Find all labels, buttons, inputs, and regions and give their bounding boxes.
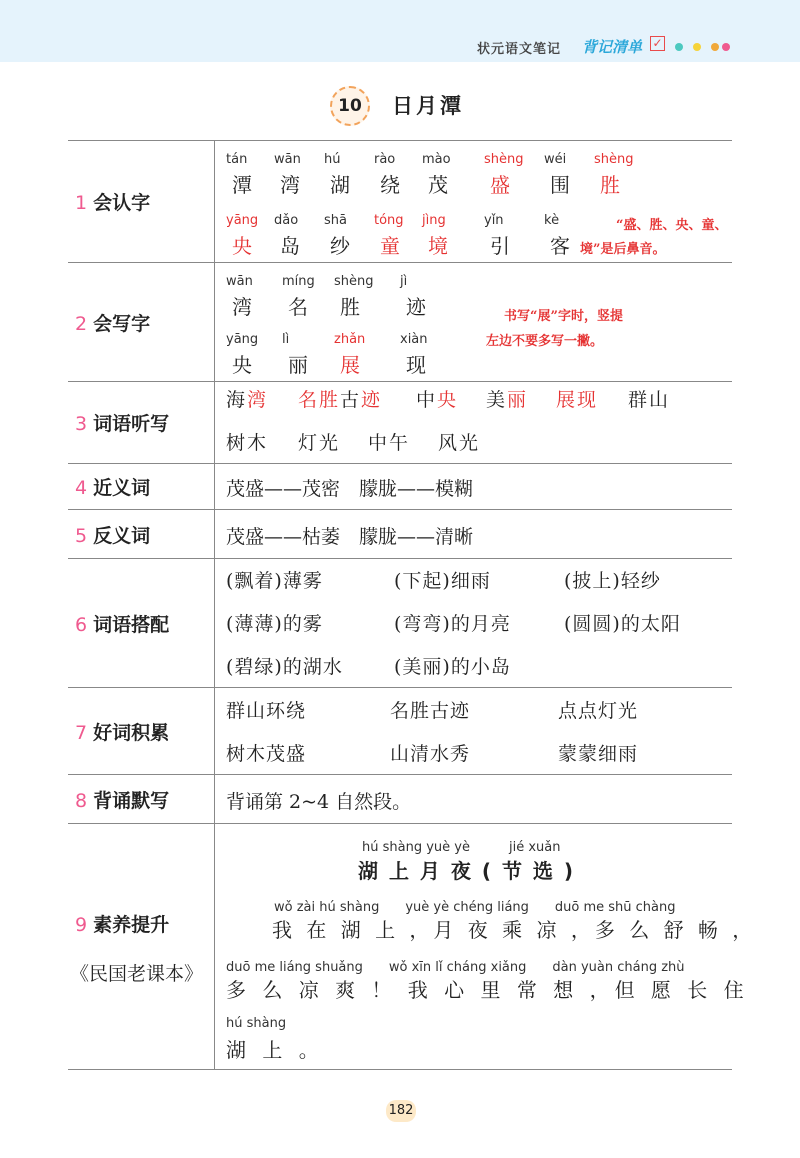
- page-header: [0, 0, 800, 62]
- pinyin: lì: [282, 332, 290, 347]
- character: 胜: [600, 173, 620, 197]
- pinyin: shèng: [594, 152, 634, 167]
- section-name: 背记清单: [582, 38, 643, 56]
- phrase-item: (弯弯)的月亮: [394, 613, 511, 635]
- dot-icon: [711, 43, 719, 51]
- row-number: 9: [75, 914, 88, 936]
- character: 茂: [428, 173, 448, 197]
- pinyin: duō me liáng shuǎng wǒ xīn lǐ cháng xiǎng dàn yuàn cháng zhù: [226, 960, 685, 975]
- character: 央: [232, 234, 252, 258]
- dot-icon: [675, 43, 683, 51]
- pinyin: mào: [422, 152, 451, 167]
- character: 现: [406, 353, 426, 377]
- character: 绕: [380, 173, 400, 197]
- word-item: 中午: [368, 432, 411, 454]
- pinyin: shèng: [334, 274, 374, 289]
- note-text: 左边不要多写一撇。: [486, 334, 604, 349]
- row-label: 7 好词积累: [75, 721, 170, 744]
- phrase-item: (飘着)薄雾: [226, 570, 323, 592]
- character: 纱: [330, 234, 350, 258]
- check-icon: ✓: [650, 36, 665, 51]
- pinyin: wān: [226, 274, 253, 289]
- word-item: [486, 385, 528, 412]
- table-row: [68, 464, 732, 510]
- pinyin: yāng: [226, 332, 259, 347]
- phrase-item: (碧绿)的湖水: [226, 656, 343, 678]
- row-number: 3: [75, 413, 88, 435]
- character: 围: [550, 173, 570, 197]
- row-number: 5: [75, 524, 88, 547]
- dot-icon: [693, 43, 701, 51]
- table-row: [68, 688, 732, 775]
- table-row: [68, 141, 732, 263]
- word-part: 海: [226, 389, 248, 411]
- table-row: [68, 382, 732, 464]
- word-item: [226, 385, 268, 412]
- phrase-item: (圆圆)的太阳: [564, 613, 681, 635]
- word-item: 树木: [226, 432, 269, 454]
- word-part: 古: [340, 389, 362, 411]
- row-label: 9 素养提升: [75, 914, 170, 936]
- pinyin: zhǎn: [334, 332, 366, 347]
- character: 童: [380, 234, 400, 258]
- lesson-number: 10: [330, 86, 370, 126]
- word-item: [298, 385, 382, 412]
- phrase-item: 点点灯光: [558, 700, 639, 722]
- word-part: 丽: [507, 389, 529, 411]
- pinyin: wéi: [544, 152, 567, 167]
- pinyin: dǎo: [274, 213, 299, 228]
- pinyin: wǒ zài hú shàng yuè yè chéng liáng duō me shū chàng: [274, 900, 676, 915]
- character: 迹: [406, 295, 426, 319]
- word-item: 灯光: [298, 432, 341, 454]
- phrase-item: 名胜古迹: [390, 700, 471, 722]
- row-label: 3 词语听写: [75, 413, 170, 435]
- dot-icon: [722, 43, 730, 51]
- pinyin: shèng: [484, 152, 524, 167]
- note-text: “盛、胜、央、童、: [616, 218, 728, 233]
- row-label: 4 近义词: [75, 477, 151, 499]
- lesson-title: 日月潭: [392, 94, 464, 118]
- row-number: 2: [75, 312, 88, 335]
- phrase-item: (薄薄)的雾: [226, 613, 323, 635]
- pinyin: kè: [544, 213, 560, 228]
- row-text: 茂盛——茂密 朦胧——模糊: [226, 478, 474, 500]
- pinyin: yǐn: [484, 213, 504, 228]
- word-part: 央: [437, 389, 459, 411]
- word-item: [556, 385, 598, 412]
- word-part: 中: [416, 389, 438, 411]
- pinyin: jìng: [422, 213, 446, 228]
- pinyin: jì: [400, 274, 408, 289]
- row-number: 8: [75, 789, 88, 812]
- phrase-item: 树木茂盛: [226, 743, 307, 765]
- phrase-item: 山清水秀: [390, 743, 471, 765]
- poem-line: 湖 上 。: [226, 1038, 324, 1062]
- word-part: 美: [486, 389, 508, 411]
- word-part: 迹: [361, 389, 383, 411]
- character: 央: [232, 353, 252, 377]
- table-row: [68, 824, 757, 1070]
- pinyin: hú shàng: [226, 1016, 287, 1031]
- pinyin: wān: [274, 152, 301, 167]
- pinyin: hú shàng yuè yè jié xuǎn: [362, 840, 561, 855]
- character: 胜: [340, 295, 360, 319]
- row-number: 6: [75, 613, 88, 636]
- character: 湖: [330, 173, 350, 197]
- pinyin: míng: [282, 274, 315, 289]
- row-label: 2 会写字: [75, 312, 151, 335]
- table-row: [68, 559, 732, 688]
- character: 引: [490, 234, 510, 258]
- pinyin: shā: [324, 213, 347, 228]
- row-number: 4: [75, 477, 88, 499]
- table-row: [68, 263, 732, 382]
- note-text: 书写“展”字时，竖提: [504, 309, 623, 324]
- character: 潭: [232, 173, 252, 197]
- row-label: 6 词语搭配: [75, 613, 170, 636]
- row-number: 1: [75, 192, 88, 214]
- character: 境: [428, 234, 448, 258]
- poem-line: 多 么 凉 爽 ！ 我 心 里 常 想 ，但 愿 长 住: [226, 978, 749, 1002]
- row-sublabel: 《民国老课本》: [70, 963, 204, 985]
- table-row: [68, 775, 732, 824]
- word-item: [628, 385, 670, 412]
- phrase-item: 蒙蒙细雨: [558, 743, 639, 765]
- character: 湾: [280, 173, 300, 197]
- row-label: 8 背诵默写: [75, 789, 170, 812]
- character: 湾: [232, 295, 252, 319]
- phrase-item: 群山环绕: [226, 700, 307, 722]
- character: 盛: [490, 173, 510, 197]
- pinyin: hú: [324, 152, 341, 167]
- character: 展: [340, 353, 360, 377]
- character: 丽: [288, 353, 308, 377]
- table-row: [68, 510, 732, 559]
- row-label: 5 反义词: [75, 524, 151, 547]
- character: 岛: [280, 234, 300, 258]
- pinyin: tóng: [374, 213, 404, 228]
- poem-title: 湖 上 月 夜 ( 节 选 ): [358, 859, 576, 883]
- phrase-item: (披上)轻纱: [564, 570, 661, 592]
- word-item: [416, 385, 458, 412]
- page-number: 182: [386, 1100, 416, 1122]
- character: 客: [550, 234, 570, 258]
- word-item: 风光: [438, 432, 481, 454]
- phrase-item: (美丽)的小岛: [394, 656, 511, 678]
- word-part: 展现: [556, 389, 599, 411]
- row-number: 7: [75, 721, 88, 744]
- brand-name: 状元语文笔记: [477, 42, 562, 57]
- poem-line: 我 在 湖 上 ，月 夜 乘 凉 ，多 么 舒 畅 ，: [272, 918, 757, 942]
- pinyin: tán: [226, 152, 248, 167]
- phrase-item: (下起)细雨: [394, 570, 491, 592]
- pinyin: xiàn: [400, 332, 428, 347]
- row-label: 1 会认字: [75, 192, 151, 214]
- note-text: 境”是后鼻音。: [580, 242, 666, 257]
- word-part: 群山: [628, 389, 671, 411]
- character: 名: [288, 295, 308, 319]
- pinyin: yāng: [226, 213, 259, 228]
- row-text: 背诵第 2~4 自然段。: [226, 791, 412, 813]
- word-part: 湾: [247, 389, 269, 411]
- row-text: 茂盛——枯萎 朦胧——清晰: [226, 526, 474, 548]
- word-part: 名胜: [298, 389, 341, 411]
- pinyin: rào: [374, 152, 396, 167]
- notes-table: [68, 140, 757, 1070]
